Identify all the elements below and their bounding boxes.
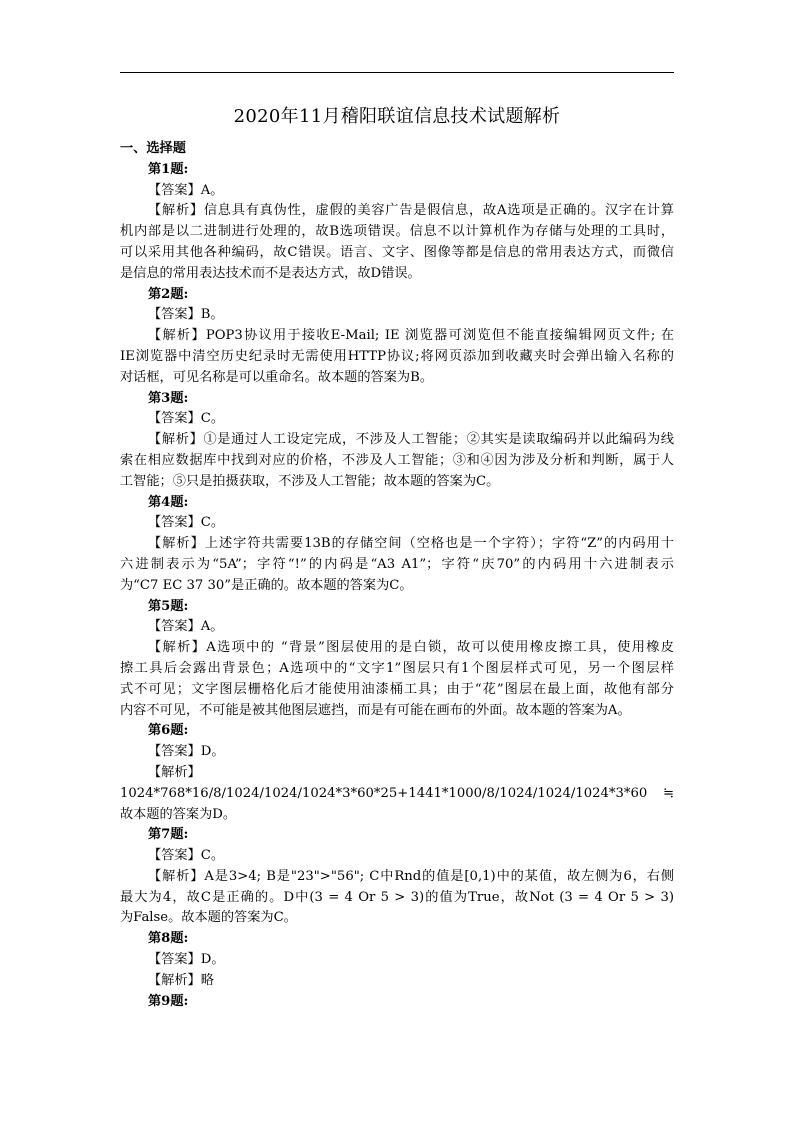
answer-line: 【答案】A。 [148, 182, 224, 198]
answer-line: 【答案】C。 [148, 515, 225, 531]
question-heading: 第7题: [148, 827, 189, 843]
body-line: 对话框，可见名称是可以重命名。故本题的答案为B。 [120, 369, 434, 385]
body-line: 式不可见；文字图层栅格化后才能使用油漆桶工具；由于“花”图层在最上面，故他有部分 [120, 681, 674, 697]
body-line: 最大为4，故C是正确的。D中(3 = 4 Or 5 > 3)的值为True，故Not (3 = 4 Or 5 > 3) [120, 889, 674, 905]
answer-line: 【解析】略 [148, 972, 214, 988]
body-line: 为False。故本题的答案为C。 [120, 910, 297, 926]
answer-line: 【答案】C。 [148, 411, 225, 427]
answer-line: 【答案】A。 [148, 619, 224, 635]
question-heading: 第8题: [148, 931, 189, 947]
question-heading: 第9题: [148, 993, 189, 1009]
question-heading: 第5题: [148, 598, 189, 614]
answer-line: 【解析】上述字符共需要13B的存储空间（空格也是一个字符）；字符“Z”的内码用十 [148, 536, 674, 552]
document-title: 2020年11月稽阳联谊信息技术试题解析 [233, 106, 561, 127]
question-heading: 第3题: [148, 390, 189, 406]
body-line: 机内部是以二进制进行处理的，故B选项错误。信息不以计算机作为存储与处理的工具时， [120, 224, 674, 240]
header-rule [120, 72, 674, 73]
body-line: 六进制表示为“5A”；字符“!”的内码是“A3 A1”；字符“庆70”的内码用十六进制表示 [120, 556, 674, 572]
answer-line: 【解析】A是3>4; B是"23">"56"; C中Rnd的值是[0,1)中的某值，故左侧为6，右侧 [148, 868, 674, 884]
body-line: 故本题的答案为D。 [120, 806, 237, 822]
section-heading: 一、选择题 [120, 141, 186, 156]
body-line: 1024*768*16/8/1024/1024/1024*3*60*25+1441*1000/8/1024/1024/1024*3*60 ≒ [120, 785, 674, 801]
question-heading: 第2题: [148, 286, 189, 302]
answer-line: 【解析】①是通过人工设定完成，不涉及人工智能；②其实是读取编码并以此编码为线 [148, 432, 674, 448]
answer-line: 【答案】B。 [148, 307, 224, 323]
body-line: IE浏览器中清空历史纪录时无需使用HTTP协议;将网页添加到收藏夹时会弹出输入名称的 [120, 348, 674, 364]
document-body [120, 139, 674, 1012]
question-heading: 第6题: [148, 723, 189, 739]
question-heading: 第1题: [148, 161, 189, 177]
body-line: 为“C7 EC 37 30”是正确的。故本题的答案为C。 [120, 577, 413, 593]
answer-line: 【解析】A选项中的 “背景”图层使用的是白锁，故可以使用橡皮擦工具，使用橡皮 [148, 640, 674, 656]
answer-line: 【解析】 [148, 764, 201, 780]
answer-line: 【解析】POP3协议用于接收E-Mail; IE 浏览器可浏览但不能直接编辑网页文件; 在 [148, 328, 674, 344]
answer-line: 【答案】D。 [148, 744, 225, 760]
answer-line: 【答案】C。 [148, 848, 225, 864]
body-line: 是信息的常用表达技术而不是表达方式，故D错误。 [120, 265, 421, 281]
body-line: 擦工具后会露出背景色；A选项中的“文字1”图层只有1个图层样式可见，另一个图层样 [120, 660, 674, 676]
body-line: 工智能；⑤只是拍摄获取，不涉及人工智能；故本题的答案为C。 [120, 473, 500, 489]
body-line: 内容不可见，不可能是被其他图层遮挡，而是有可能在画布的外面。故本题的答案为A。 [120, 702, 631, 718]
body-line: 索在相应数据库中找到对应的价格，不涉及人工智能；③和④因为涉及分析和判断，属于人 [120, 452, 674, 468]
answer-line: 【答案】D。 [148, 952, 225, 968]
body-line: 可以采用其他各种编码，故C错误。语言、文字、图像等都是信息的常用表达方式，而微信 [120, 244, 674, 260]
question-heading: 第4题: [148, 494, 189, 510]
answer-line: 【解析】信息具有真伪性，虚假的美容广告是假信息，故A选项是正确的。汉字在计算 [148, 203, 674, 219]
